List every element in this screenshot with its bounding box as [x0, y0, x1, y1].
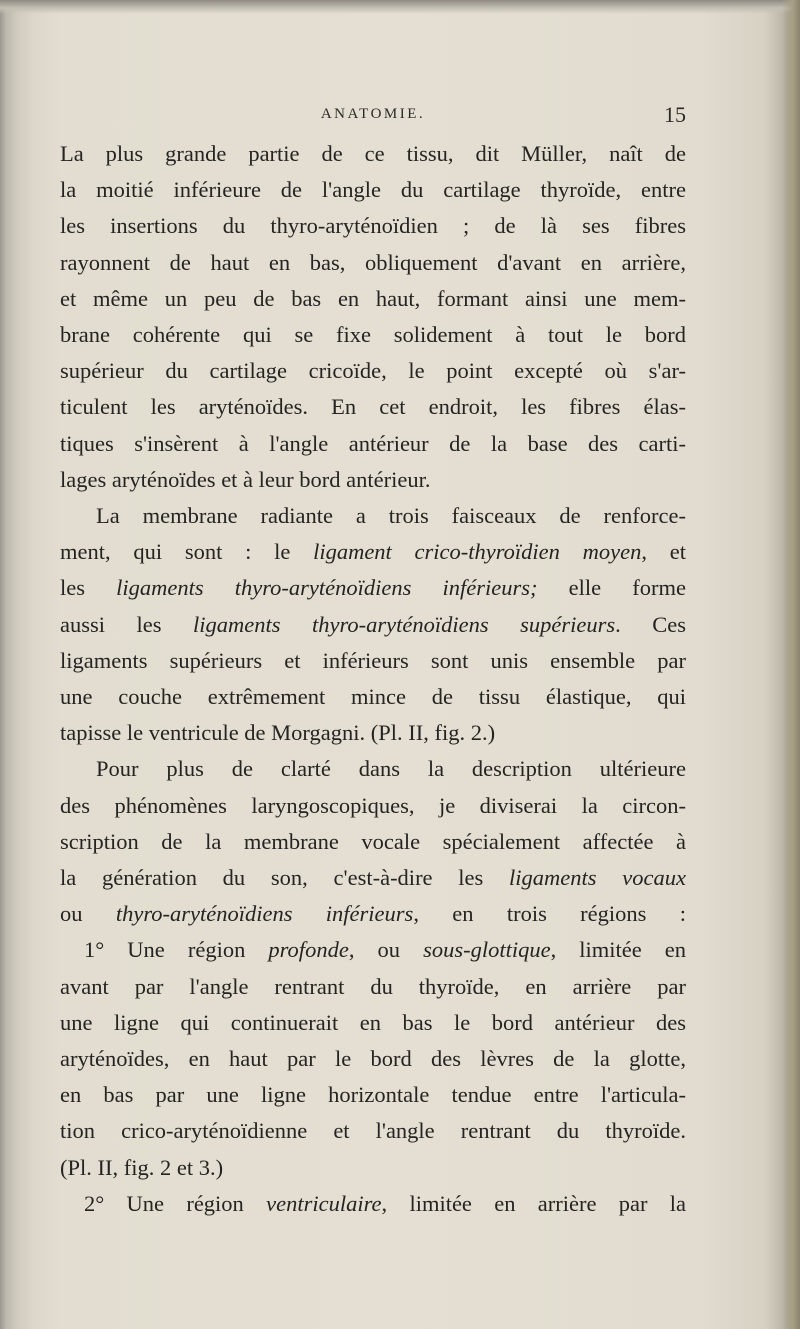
italic-term: ligaments thyro-aryténoïdiens inférieurs; — [116, 575, 538, 601]
text-line: 1° Une région profonde, ou sous-glottique, limitée en — [84, 937, 687, 963]
italic-term: ventriculaire — [266, 1190, 382, 1216]
text-line: scription de la membrane vocale spécialement affectée à — [60, 828, 686, 854]
text-line: 2° Une région ventriculaire, limitée en arrière par la — [84, 1190, 687, 1216]
text-line: ticulent les aryténoïdes. En cet endroit, les fibres élas- — [60, 394, 686, 420]
italic-term: ligaments thyro-aryténoïdiens supérieurs — [193, 611, 616, 637]
text-line: la moitié inférieure de l'angle du cartilage thyroïde, entre — [60, 177, 686, 203]
running-head: ANATOMIE. — [320, 106, 426, 122]
text-line: ment, qui sont : le ligament crico-thyroïdien moyen, et — [60, 539, 686, 565]
text-line: une couche extrêmement mince de tissu élastique, qui — [60, 684, 686, 710]
text-line: tapisse le ventricule de Morgagni. (Pl. II, fig. 2.) — [60, 720, 496, 746]
page-number: 15 — [664, 102, 686, 127]
text-line: Pour plus de clarté dans la description ultérieure — [96, 756, 686, 782]
body-text — [60, 136, 686, 1222]
text-line: les ligaments thyro-aryténoïdiens inférieurs; elle forme — [60, 575, 686, 601]
text-line: supérieur du cartilage cricoïde, le point excepté où s'ar- — [60, 358, 686, 384]
italic-term: profonde — [268, 937, 349, 963]
text-line: en bas par une ligne horizontale tendue entre l'articula- — [60, 1082, 686, 1108]
text-line: rayonnent de haut en bas, obliquement d'avant en arrière, — [60, 249, 686, 275]
italic-term: ligaments vocaux — [509, 865, 686, 891]
text-line: et même un peu de bas en haut, formant ainsi une mem- — [60, 285, 686, 311]
italic-term: thyro-aryténoïdiens inférieurs — [115, 901, 414, 927]
text-line: les insertions du thyro-aryténoïdien ; de là ses fibres — [60, 213, 686, 239]
italic-term: sous-glottique — [423, 937, 551, 963]
text-line: La plus grande partie de ce tissu, dit Müller, naît de — [60, 141, 686, 166]
text-line: ou thyro-aryténoïdiens inférieurs, en trois régions : — [60, 901, 687, 927]
text-line: des phénomènes laryngoscopiques, je diviserai la circon- — [60, 792, 686, 818]
text-line: lages aryténoïdes et à leur bord antérieur. — [60, 466, 431, 492]
italic-term: ligament crico-thyroïdien moyen — [313, 539, 642, 565]
text-line: la génération du son, c'est-à-dire les ligaments vocaux — [60, 865, 686, 891]
text-line: (Pl. II, fig. 2 et 3.) — [60, 1154, 224, 1180]
text-line: ligaments supérieurs et inférieurs sont unis ensemble par — [60, 647, 686, 673]
text-line: une ligne qui continuerait en bas le bord antérieur des — [60, 1009, 686, 1035]
text-line: tiques s'insèrent à l'angle antérieur de la base des carti- — [60, 430, 686, 456]
text-line: aussi les ligaments thyro-aryténoïdiens supérieurs. Ces — [60, 611, 686, 637]
text-line: aryténoïdes, en haut par le bord des lèvres de la glotte, — [60, 1046, 686, 1072]
page-header — [60, 102, 686, 132]
text-line: brane cohérente qui se fixe solidement à tout le bord — [60, 322, 686, 348]
text-line: tion crico-aryténoïdienne et l'angle rentrant du thyroïde. — [60, 1118, 686, 1144]
text-line: avant par l'angle rentrant du thyroïde, en arrière par — [60, 973, 686, 999]
text-line: La membrane radiante a trois faisceaux de renforce- — [96, 503, 686, 529]
